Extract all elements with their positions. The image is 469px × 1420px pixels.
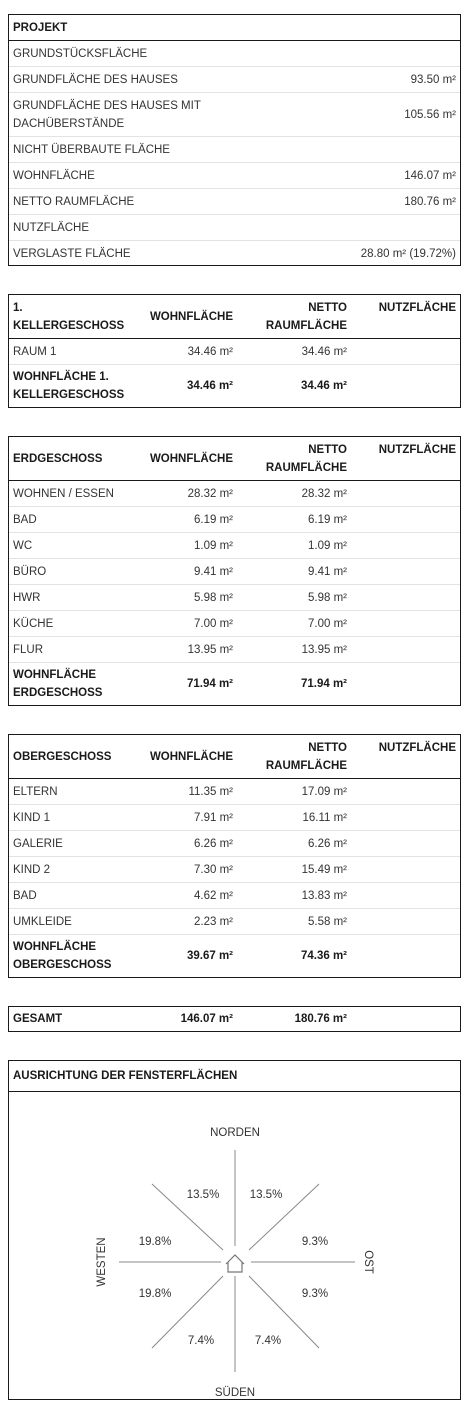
total-wohn: 34.46 m² xyxy=(186,380,233,392)
room-netto: 28.32 m² xyxy=(301,487,347,500)
col-nutzflaeche: NUTZFLÄCHE xyxy=(378,444,456,456)
gesamt-netto: 180.76 m² xyxy=(294,1013,347,1025)
keller-header xyxy=(9,295,460,339)
project-row-label: NICHT ÜBERBAUTE FLÄCHE xyxy=(13,143,170,156)
table-row xyxy=(9,481,460,507)
room-name: UMKLEIDE xyxy=(13,915,72,928)
sector-value: 9.3% xyxy=(301,1236,329,1248)
project-row xyxy=(9,189,460,215)
room-wohn: 11.35 m² xyxy=(188,785,233,798)
col-nutzflaeche: NUTZFLÄCHE xyxy=(378,302,456,314)
sector-value: 13.5% xyxy=(186,1189,220,1201)
col-netto: NETTO RAUMFLÄCHE xyxy=(265,301,347,332)
project-row xyxy=(9,41,460,67)
room-netto: 15.49 m² xyxy=(301,863,347,876)
room-wohn: 13.95 m² xyxy=(187,643,233,656)
room-name: RAUM 1 xyxy=(13,345,57,358)
sector-value: 19.8% xyxy=(138,1288,172,1300)
room-name: BAD xyxy=(13,889,37,902)
project-row xyxy=(9,67,460,93)
room-netto: 17.09 m² xyxy=(301,785,347,798)
room-name: KIND 2 xyxy=(13,863,51,876)
ober-title: OBERGESCHOSS xyxy=(13,750,112,763)
room-name: GALERIE xyxy=(13,837,63,850)
direction-north: NORDEN xyxy=(210,1127,260,1139)
room-netto: 16.11 m² xyxy=(302,811,347,824)
keller-title: 1. KELLERGESCHOSS xyxy=(13,301,125,332)
room-netto: 1.09 m² xyxy=(308,539,347,552)
col-wohnflaeche: WOHNFLÄCHE xyxy=(149,310,233,323)
obergeschoss-table xyxy=(8,734,461,978)
room-netto: 13.95 m² xyxy=(301,643,347,656)
sector-value: 7.4% xyxy=(254,1335,282,1347)
erdgeschoss-table xyxy=(8,436,461,706)
project-row-value: 28.80 m² (19.72%) xyxy=(360,248,456,260)
direction-west: WESTEN xyxy=(96,1237,108,1287)
total-row xyxy=(9,663,460,705)
project-row-label: GRUNDFLÄCHE DES HAUSES MIT DACHÜBERSTÄNDE xyxy=(13,99,201,130)
room-netto: 9.41 m² xyxy=(308,565,347,578)
room-wohn: 1.09 m² xyxy=(194,539,233,552)
project-row-label: GRUNDFLÄCHE DES HAUSES xyxy=(13,73,178,86)
project-row-label: NUTZFLÄCHE xyxy=(13,221,90,234)
room-wohn: 5.98 m² xyxy=(194,591,233,604)
room-wohn: 7.30 m² xyxy=(194,863,233,876)
total-netto: 71.94 m² xyxy=(300,678,347,690)
room-name: BAD xyxy=(13,513,37,526)
room-wohn: 34.46 m² xyxy=(187,345,233,358)
room-netto: 6.19 m² xyxy=(308,513,347,526)
room-netto: 5.98 m² xyxy=(308,591,347,604)
table-row xyxy=(9,831,460,857)
col-wohnflaeche: WOHNFLÄCHE xyxy=(149,750,233,763)
col-netto: NETTO RAUMFLÄCHE xyxy=(265,443,347,474)
project-row-value: 180.76 m² xyxy=(404,195,456,208)
project-row-label: VERGLASTE FLÄCHE xyxy=(13,248,131,260)
col-netto: NETTO RAUMFLÄCHE xyxy=(265,741,347,772)
project-row-value: 105.56 m² xyxy=(404,108,456,121)
total-netto: 74.36 m² xyxy=(300,950,347,962)
project-row xyxy=(9,137,460,163)
room-wohn: 9.41 m² xyxy=(194,565,233,578)
keller-table xyxy=(8,294,461,408)
total-wohn: 39.67 m² xyxy=(186,950,233,962)
project-row-value: 93.50 m² xyxy=(410,73,456,86)
total-wohn: 71.94 m² xyxy=(186,678,233,690)
erd-title: ERDGESCHOSS xyxy=(13,452,103,465)
table-row xyxy=(9,909,460,935)
room-name: HWR xyxy=(13,591,41,604)
table-row xyxy=(9,585,460,611)
project-row-label: NETTO RAUMFLÄCHE xyxy=(13,195,135,208)
table-row xyxy=(9,857,460,883)
room-wohn: 7.91 m² xyxy=(194,811,233,824)
sector-value: 13.5% xyxy=(249,1189,283,1201)
erd-header xyxy=(9,437,460,481)
room-name: FLUR xyxy=(13,643,44,656)
sector-value: 7.4% xyxy=(187,1335,215,1347)
ober-header xyxy=(9,735,460,779)
table-row xyxy=(9,883,460,909)
room-netto: 13.83 m² xyxy=(301,889,347,902)
total-row xyxy=(9,365,460,407)
window-orientation-panel xyxy=(8,1060,461,1400)
table-row xyxy=(9,779,460,805)
project-table xyxy=(8,14,461,266)
room-wohn: 28.32 m² xyxy=(187,487,233,500)
project-row-label: WOHNFLÄCHE xyxy=(13,169,95,182)
project-row xyxy=(9,93,460,137)
table-row xyxy=(9,507,460,533)
gesamt-row xyxy=(9,1007,460,1031)
project-row-label: GRUNDSTÜCKSFLÄCHE xyxy=(13,47,148,60)
project-row xyxy=(9,215,460,241)
room-netto: 5.58 m² xyxy=(308,915,347,928)
gesamt-table xyxy=(8,1006,461,1032)
project-title: PROJEKT xyxy=(13,21,68,34)
col-nutzflaeche: NUTZFLÄCHE xyxy=(378,742,456,754)
room-wohn: 4.62 m² xyxy=(194,889,233,902)
table-row xyxy=(9,611,460,637)
gesamt-label: GESAMT xyxy=(13,1013,63,1025)
room-wohn: 6.26 m² xyxy=(194,837,233,850)
total-label: WOHNFLÄCHE ERDGESCHOSS xyxy=(13,669,103,699)
table-row xyxy=(9,339,460,365)
project-row xyxy=(9,241,460,267)
total-label: WOHNFLÄCHE 1. KELLERGESCHOSS xyxy=(13,371,125,401)
project-row xyxy=(9,163,460,189)
col-wohnflaeche: WOHNFLÄCHE xyxy=(149,452,233,465)
compass-diagram xyxy=(9,1092,460,1400)
direction-east: OST xyxy=(362,1250,374,1274)
sector-value: 9.3% xyxy=(301,1288,329,1300)
room-name: KÜCHE xyxy=(13,617,54,630)
table-row xyxy=(9,533,460,559)
total-label: WOHNFLÄCHE OBERGESCHOSS xyxy=(13,941,112,971)
room-name: WOHNEN / ESSEN xyxy=(13,487,114,500)
house-icon xyxy=(226,1255,244,1272)
total-netto: 34.46 m² xyxy=(300,380,347,392)
room-wohn: 6.19 m² xyxy=(194,513,233,526)
room-netto: 6.26 m² xyxy=(308,837,347,850)
room-name: KIND 1 xyxy=(13,811,51,824)
room-name: WC xyxy=(13,539,33,552)
room-wohn: 7.00 m² xyxy=(194,617,233,630)
room-netto: 7.00 m² xyxy=(308,617,347,630)
room-netto: 34.46 m² xyxy=(301,345,347,358)
sector-value: 19.8% xyxy=(138,1236,172,1248)
room-name: BÜRO xyxy=(13,565,47,578)
room-name: ELTERN xyxy=(13,785,58,798)
table-row xyxy=(9,637,460,663)
total-row xyxy=(9,935,460,977)
table-row xyxy=(9,559,460,585)
compass-title: AUSRICHTUNG DER FENSTERFLÄCHEN xyxy=(9,1061,460,1092)
direction-south: SÜDEN xyxy=(214,1387,256,1399)
project-row-value: 146.07 m² xyxy=(404,169,456,182)
room-wohn: 2.23 m² xyxy=(194,915,233,928)
project-header xyxy=(9,15,460,41)
table-row xyxy=(9,805,460,831)
gesamt-wohn: 146.07 m² xyxy=(180,1013,233,1025)
